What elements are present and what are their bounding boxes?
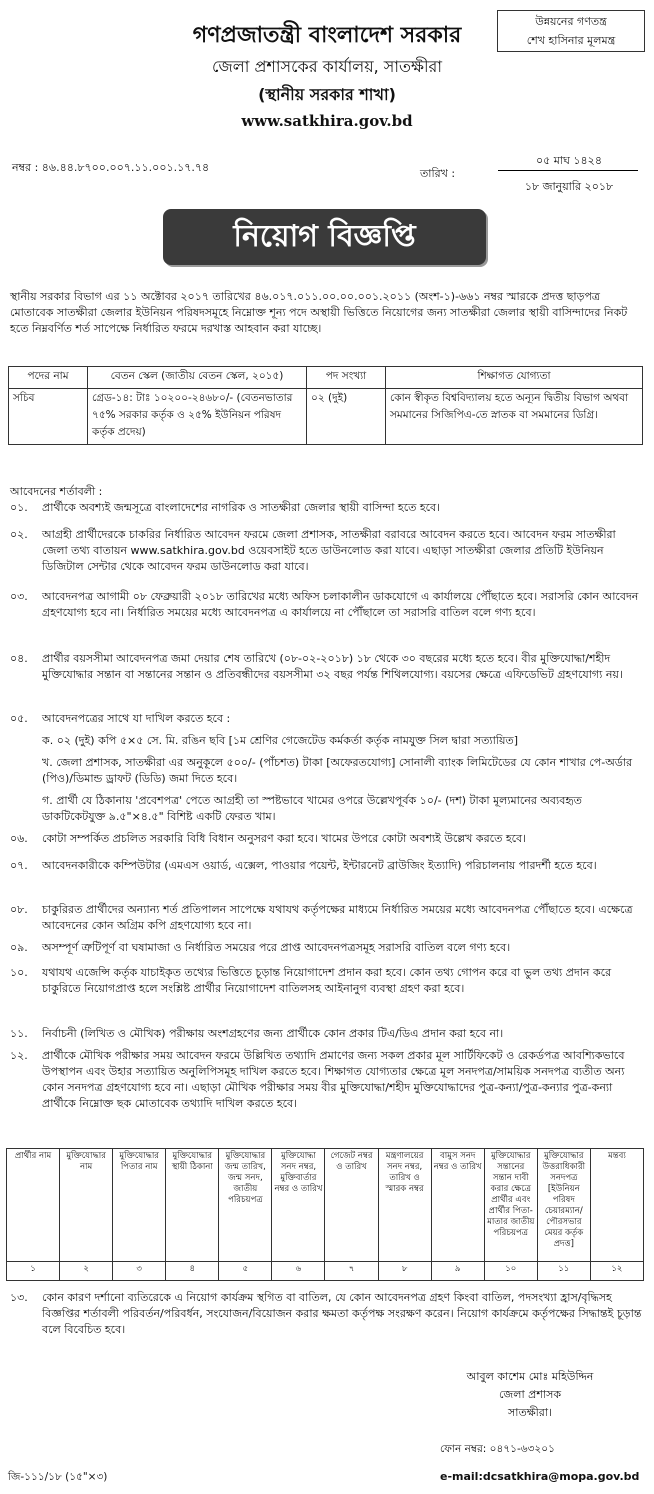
condition-item bbox=[10, 831, 642, 847]
condition-item bbox=[10, 500, 642, 516]
condition-item bbox=[10, 793, 642, 825]
cell-post-count: ০২ (দুই) bbox=[307, 389, 386, 445]
signatory-place: সাতক্ষীরা। bbox=[508, 1406, 552, 1419]
condition-text: প্রার্থীর বয়সসীমা আবেদনপত্র জমা দেয়ার শেষ তারিখে (০৮-০২-২০১৮) ১৮ থেকে ৩০ বছরের মধ্যে হতে হবে। বীর মুক্তিযোদ্ধা/শহীদ মুক্তিযোদ্ধার সন্তান বা সন্তানের সন্তান ও প্রতিবন্ধীদের বয়সসীমা ৩২ বছর পর্যন্ত শিথিলযোগ্য। বয়সের ক্ষেত্রে এফিডেভিট গ্রহণযোগ্য নয়। bbox=[42, 652, 623, 681]
condition-number: ০৫. bbox=[10, 712, 28, 725]
condition-text: অসম্পূর্ণ ত্রুটিপূর্ণ বা ঘষামাজা ও নির্ধারিত সময়ের পরে প্রাপ্ত আবেদনপত্রসমূহ সরাসরি বাতিল বলে গণ্য হবে। bbox=[42, 941, 511, 954]
number-cell: ৪ bbox=[166, 1262, 219, 1281]
signatory-name: আবুল কাশেম মোঃ মহিউদ্দিন bbox=[466, 1370, 594, 1383]
post-table-header bbox=[9, 367, 643, 389]
motto-line-2: শেখ হাসিনার মূলমন্ত্র bbox=[526, 34, 616, 47]
header-cell: প্রার্থীর নাম bbox=[7, 1149, 60, 1262]
notice-title: নিয়োগ বিজ্ঞপ্তি bbox=[163, 209, 486, 265]
condition-number: ০৮. bbox=[10, 903, 28, 916]
header-cell: মন্তব্য bbox=[590, 1149, 643, 1262]
date-bangla: ০৫ মাঘ ১৪২৪ bbox=[536, 154, 602, 167]
condition-text: যথাযথ এজেন্সি কর্তৃক যাচাইকৃত তথ্যের ভিত্তিতে চূড়ান্ত নিয়োগাদেশ প্রদান করা হবে। কোন তথ্য গোপন করে বা ভুল তথ্য প্রদান করে চাকুরিতে নিয়োগপ্রাপ্ত হলে সংশ্লিষ্ট প্রার্থীর নিয়োগাদেশ বাতিলসহ আইনানুগ ব্যবস্থা গ্রহণ করা হবে। bbox=[42, 966, 612, 995]
header-office: জেলা প্রশাসকের কার্যালয়, সাতক্ষীরা bbox=[212, 57, 442, 76]
condition-text: গ. প্রার্থী যে ঠিকানায় 'প্রবেশপত্র' পেতে আগ্রহী তা স্পষ্টভাবে খামের ওপরে উল্লেখপূর্বক ১০/- (দশ) টাকা মূল্যমানের অব্যবহৃত ডাকটিকেটযুক্ত ৯.৫"×৪.৫" বিশিষ্ট একটি ফেরত খাম। bbox=[42, 794, 582, 823]
date-block bbox=[420, 148, 640, 198]
condition-text: নির্বাচনী (লিখিত ও মৌখিক) পরীক্ষায় অংশগ্রহণের জন্য প্রার্থীকে কোন প্রকার টিএ/ডিএ প্রদান করা হবে না। bbox=[42, 1027, 504, 1040]
header-government: গণপ্রজাতন্ত্রী বাংলাদেশ সরকার bbox=[192, 23, 462, 48]
condition-number: ১১. bbox=[10, 1027, 28, 1040]
number-cell: ৫ bbox=[219, 1262, 272, 1281]
condition-item bbox=[10, 1290, 642, 1338]
table-row bbox=[9, 389, 643, 445]
number-cell: ১১ bbox=[537, 1262, 590, 1281]
condition-number: ০৩. bbox=[10, 590, 28, 603]
condition-text: ক. ০২ (দুই) কপি ৫×৫ সে. মি. রঙিন ছবি [১ম শ্রেণির গেজেটেড কর্মকর্তা কর্তৃক নামযুক্ত সিল দ্বারা সত্যায়িত] bbox=[42, 734, 518, 747]
header-website: www.satkhira.gov.bd bbox=[241, 112, 413, 130]
signature-block bbox=[420, 1368, 640, 1422]
intro-paragraph: স্থানীয় সরকার বিভাগ এর ১১ অক্টোবর ২০১৭ তারিখের ৪৬.০১৭.০১১.০০.০০.০০১.২০১১ (অংশ-১)-৬৬১ নম্বর স্মারকে প্রদত্ত ছাড়পত্র মোতাবেক সাতক্ষীরা জেলার ইউনিয়ন পরিষদসমূহে নিম্নোক্ত শূন্য পদে অস্থায়ী ভিত্তিতে নিয়োগের জন্য সাতক্ষীরা জেলার স্থায়ী বাসিন্দাদের নিকট হতে নিম্নবর্ণিত শর্ত সাপেক্ষে নির্ধারিত ফরমে দরখাস্ত আহবান করা যাচ্ছে। bbox=[10, 290, 628, 335]
signatory-designation: জেলা প্রশাসক bbox=[498, 1388, 562, 1401]
condition-number: ০৪. bbox=[10, 652, 28, 665]
col-qualification: শিক্ষাগত যোগ্যতা bbox=[386, 367, 643, 389]
memo-number: নম্বর : ৪৬.৪৪.৮৭০০.০০৭.১১.০০১.১৭.৭৪ bbox=[12, 161, 210, 174]
condition-text: আবেদনকারীকে কম্পিউটার (এমএস ওয়ার্ড, এক্সেল, পাওয়ার পয়েন্ট, ইন্টারনেট ব্রাউজিং ইত্যাদি) পরিচালনায় পারদর্শী হতে হবে। bbox=[42, 859, 597, 872]
email-address: e-mail:dcsatkhira@mopa.gov.bd bbox=[440, 1470, 640, 1483]
condition-number: ১৩. bbox=[10, 1291, 28, 1304]
condition-item bbox=[10, 1026, 642, 1042]
condition-item bbox=[10, 755, 642, 787]
cell-pay-scale: গ্রেড-১৪: টাঃ ১০২০০-২৪৬৮০/- (বেতনভাতার ৭৫% সরকার কর্তৃক ও ২৫% ইউনিয়ন পরিষদ কর্তৃক প্রদেয়) bbox=[88, 389, 307, 445]
header-branch: (স্থানীয় সরকার শাখা) bbox=[258, 85, 396, 104]
freedom-table-header bbox=[7, 1149, 644, 1262]
post-table bbox=[8, 366, 643, 445]
number-cell: ৭ bbox=[325, 1262, 378, 1281]
condition-text: প্রার্থীকে মৌখিক পরীক্ষার সময় আবেদন ফরমে উল্লিখিত তথ্যাদি প্রমাণের জন্য সকল প্রকার মূল সার্টিফিকেট ও রেকর্ডপত্র আবশ্যিকভাবে উপস্থাপন এবং উহার সত্যায়িত অনুলিপিসমূহ দাখিল করতে হবে। শিক্ষাগত যোগ্যতার ক্ষেত্রে মূল সনদপত্র/সাময়িক সনদপত্র ব্যতীত অন্য কোন সনদপত্র গ্রহণযোগ্য হবে না। এছাড়া মৌখিক পরীক্ষার সময় বীর মুক্তিযোদ্ধা/শহীদ মুক্তিযোদ্ধাদের পুত্র-কন্যা/পুত্র-কন্যার পুত্র-কন্যা প্রার্থীকে নিম্নোক্ত ছক মোতাবেক তথ্যাদি দাখিল করতে হবে। bbox=[42, 1049, 625, 1110]
cell-qualification: কোন স্বীকৃত বিশ্ববিদ্যালয় হতে অন্যূন দ্বিতীয় বিভাগ অথবা সমমানের সিজিপিএ-তে স্নাতক বা সমমানের ডিগ্রি। bbox=[386, 389, 643, 445]
header-cell: মন্ত্রণালয়ের সনদ নম্বর, তারিখ ও স্মারক নম্বর bbox=[378, 1149, 431, 1262]
condition-number: ০৬. bbox=[10, 832, 28, 845]
date-divider bbox=[498, 170, 638, 171]
number-cell: ২ bbox=[60, 1262, 113, 1281]
condition-number: ০২. bbox=[10, 528, 28, 541]
freedom-fighter-table bbox=[6, 1148, 644, 1281]
condition-text: কোন কারণ দর্শানো ব্যতিরেকে এ নিয়োগ কার্যক্রম স্থগিত বা বাতিল, যে কোন আবেদনপত্র গ্রহণ কিংবা বাতিল, পদসংখ্যা হ্রাস/বৃদ্ধিসহ বিজ্ঞপ্তির শর্তাবলী পরিবর্তন/পরিবর্ধন, সংযোজন/বিয়োজন করার ক্ষমতা কর্তৃপক্ষ সংরক্ষণ করেন। নিয়োগ কার্যক্রমে কর্তৃপক্ষের সিদ্ধান্তই চূড়ান্ত বলে বিবেচিত হবে। bbox=[42, 1291, 642, 1336]
condition-item bbox=[10, 1048, 642, 1112]
condition-number: ০১. bbox=[10, 501, 28, 514]
condition-number: ১০. bbox=[10, 966, 28, 979]
conditions-title: আবেদনের শর্তাবলী : bbox=[10, 485, 103, 498]
header-cell: মুক্তিযোদ্ধার নাম bbox=[60, 1149, 113, 1262]
condition-item bbox=[10, 733, 642, 749]
condition-text: খ. জেলা প্রশাসক, সাতক্ষীরা এর অনুকূলে ৫০০/- (পাঁচশত) টাকা [অফেরতযোগ্য] সোনালী ব্যাংক লিমিটেডের যে কোন শাখার পে-অর্ডার (পিও)/ডিমান্ড ড্রাফট (ডিডি) জমা দিতে হবে। bbox=[42, 756, 633, 785]
col-post-count: পদ সংখ্যা bbox=[307, 367, 386, 389]
number-cell: ১২ bbox=[590, 1262, 643, 1281]
condition-text: কোটা সম্পর্কিত প্রচলিত সরকারি বিধি বিধান অনুসরণ করা হবে। খামের উপরে কোটা অবশ্যই উল্লেখ করতে হবে। bbox=[42, 832, 527, 845]
header-cell: মুক্তিযোদ্ধার উত্তরাধিকারী সনদপত্র [ইউনিয়ন পরিষদ চেয়ারম্যান/ পৌরসভার মেয়র কর্তৃক প্রদত্ত] bbox=[537, 1149, 590, 1262]
condition-text: আবেদনপত্র আগামী ০৮ ফেব্রুয়ারী ২০১৮ তারিখের মধ্যে অফিস চলাকালীন ডাকযোগে এ কার্যালয়ে পৌঁছাতে হবে। সরাসরি কোন আবেদন গ্রহণযোগ্য হবে না। নির্ধারিত সময়ের মধ্যে আবেদনপত্র এ কার্যালয়ে না পৌঁছালে তা সরাসরি বাতিল বলে গণ্য হবে। bbox=[42, 590, 639, 619]
header-cell: মুক্তিযোদ্ধার স্থায়ী ঠিকানা bbox=[166, 1149, 219, 1262]
number-cell: ১০ bbox=[484, 1262, 537, 1281]
header-cell: বামুস সনদ নম্বর ও তারিখ bbox=[431, 1149, 484, 1262]
header-cell: মুক্তিযোদ্ধার সন্তানের সন্তান দাবী করার ক্ষেত্রে প্রার্থীর এবং প্রার্থীর পিতা-মাতার জাতীয় পরিচয়পত্র bbox=[484, 1149, 537, 1262]
condition-text: চাকুরিরত প্রার্থীদের অন্যান্য শর্ত প্রতিপালন সাপেক্ষে যথাযথ কর্তৃপক্ষের মাধ্যমে নির্ধারিত সময়ের মধ্যে আবেদনপত্র পৌঁছাতে হবে। এক্ষেত্রে আবেদনের কোন অগ্রিম কপি গ্রহণযোগ্য হবে না। bbox=[42, 903, 633, 932]
number-cell: ৯ bbox=[431, 1262, 484, 1281]
date-english: ১৮ জানুয়ারি ২০১৮ bbox=[524, 180, 614, 193]
condition-text: প্রার্থীকে অবশ্যই জন্মসূত্রে বাংলাদেশের নাগরিক ও সাতক্ষীরা জেলার স্থায়ী বাসিন্দা হতে হবে। bbox=[42, 501, 441, 514]
col-post-name: পদের নাম bbox=[9, 367, 88, 389]
cell-post-name: সচিব bbox=[9, 389, 88, 445]
header-cell: মুক্তিযোদ্ধার পিতার নাম bbox=[113, 1149, 166, 1262]
table-row bbox=[7, 1262, 644, 1281]
number-cell: ৬ bbox=[272, 1262, 325, 1281]
condition-number: ১২. bbox=[10, 1049, 28, 1062]
condition-item bbox=[10, 940, 642, 956]
number-cell: ৮ bbox=[378, 1262, 431, 1281]
header-cell: মুক্তিযোদ্ধা সনদ নম্বর, মুক্তিবার্তার নম্বর ও তারিখ bbox=[272, 1149, 325, 1262]
condition-number: ০৭. bbox=[10, 859, 28, 872]
col-pay-scale: বেতন স্কেল (জাতীয় বেতন স্কেল, ২০১৫) bbox=[88, 367, 307, 389]
condition-number: ০৯. bbox=[10, 941, 28, 954]
footer-code: জি-১১১/১৮ (১৫"×৩) bbox=[8, 1471, 108, 1483]
header-cell: গেজেট নম্বর ও তারিখ bbox=[325, 1149, 378, 1262]
motto-box bbox=[497, 10, 645, 52]
motto-line-1: উন্নয়নের গণতন্ত্র bbox=[535, 15, 607, 28]
header-cell: মুক্তিযোদ্ধার জন্ম তারিখ, জন্ম সনদ, জাতীয় পরিচয়পত্র bbox=[219, 1149, 272, 1262]
date-label: তারিখ : bbox=[420, 167, 456, 180]
condition-item bbox=[10, 902, 642, 934]
phone-number: ফোন নম্বর: ০৪৭১-৬৩২০১ bbox=[440, 1443, 555, 1455]
condition-item bbox=[10, 589, 642, 621]
condition-item bbox=[10, 711, 642, 727]
condition-item bbox=[10, 527, 642, 575]
condition-item bbox=[10, 858, 642, 874]
number-cell: ৩ bbox=[113, 1262, 166, 1281]
condition-item bbox=[10, 651, 642, 683]
condition-item bbox=[10, 965, 642, 997]
condition-text: আবেদনপত্রের সাথে যা দাখিল করতে হবে : bbox=[42, 712, 231, 725]
condition-text: আগ্রহী প্রার্থীদেরকে চাকরির নির্ধারিত আবেদন ফরমে জেলা প্রশাসক, সাতক্ষীরা বরাবরে আবেদন করতে হবে। আবেদন ফরম সাতক্ষীরা জেলা তথ্য বাতায়ন www.satkhira.gov.bd ওয়েবসাইট হতে ডাউনলোড করা যাবে। এছাড়া সাতক্ষীরা জেলার প্রতিটি ইউনিয়ন ডিজিটাল সেন্টার থেকে আবেদন ফরম ডাউনলোড করা যাবে। bbox=[42, 528, 616, 573]
number-cell: ১ bbox=[7, 1262, 60, 1281]
